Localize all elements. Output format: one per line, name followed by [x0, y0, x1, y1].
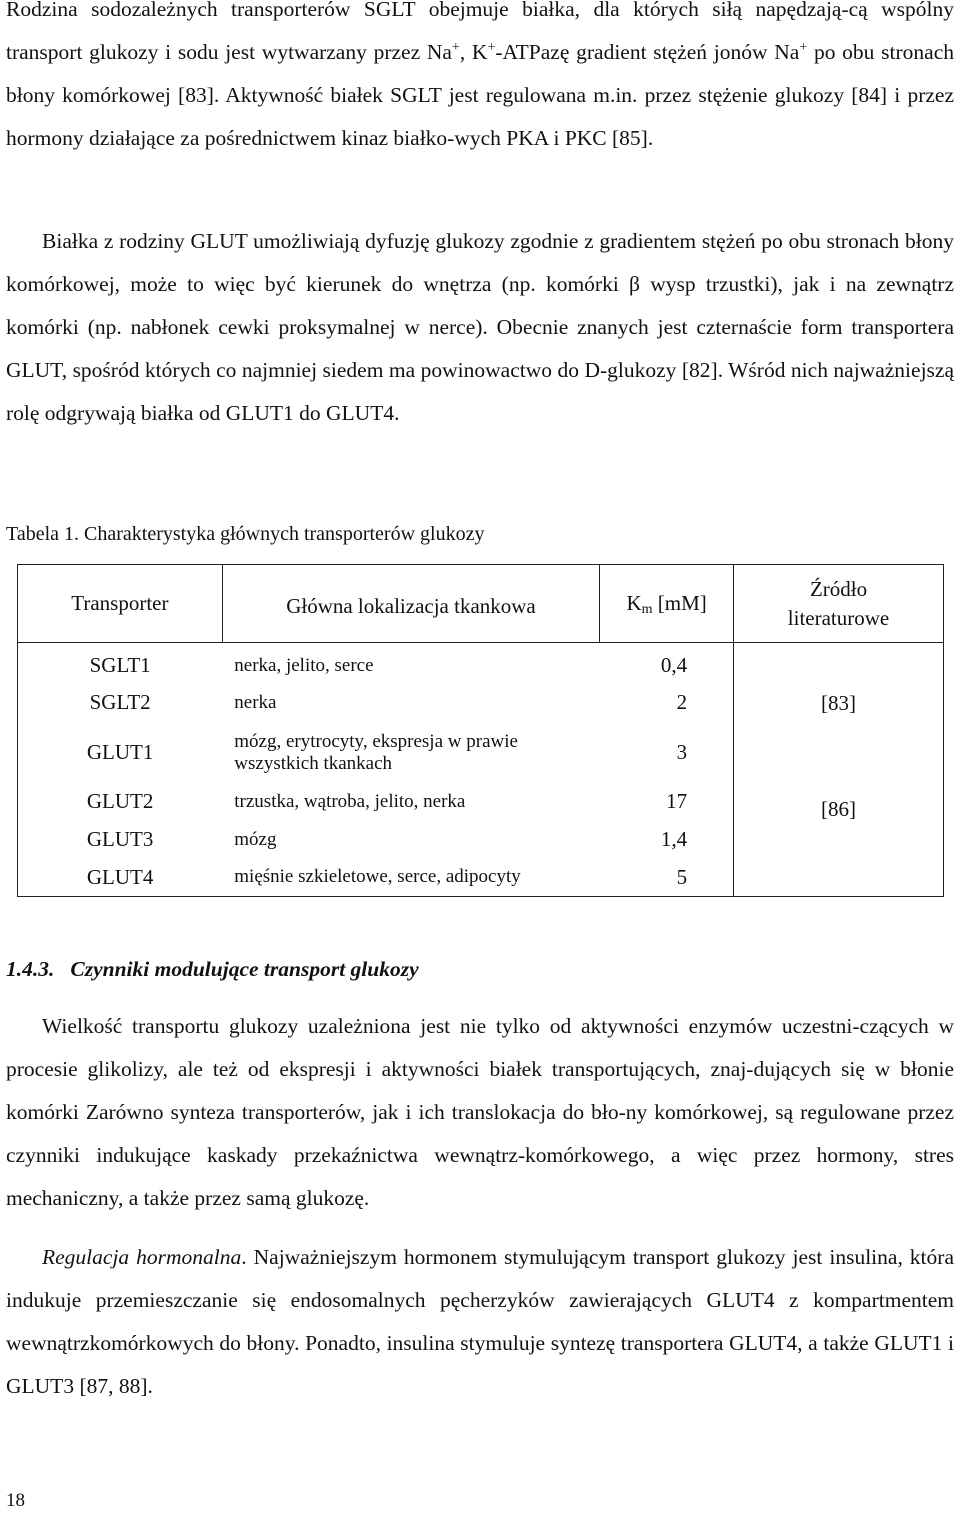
header-km [600, 565, 734, 643]
transporter-name: GLUT4 [18, 859, 223, 897]
paragraph-sglt-text-b: , K [459, 40, 488, 64]
paragraph-transport-size: Wielkość transportu glukozy uzależniona jest nie tylko od aktywności enzymów uczestni-czących w procesie glikolizy, ale też od ekspresji i aktywności białek transportujących, znaj-dujących się w błonie komórki Zarówno synteza transporterów, jak i ich translokacja do bło-ny komórkowej, są regulowane przez czynniki indukujące kaskady przekaźnictwa wewnątrz-komórkowego, a więc przez hormony, stres mechaniczny, a także przez samą glukozę. [6, 1014, 954, 1210]
header-source: Źródło literaturowe [734, 565, 944, 643]
km-value: 5 [600, 859, 734, 897]
transporter-name: GLUT3 [18, 821, 223, 859]
header-km-unit: [mM] [652, 591, 707, 615]
table-row [18, 643, 944, 683]
section-title: Czynniki modulujące transport glukozy [70, 957, 419, 981]
paragraph-glut: Białka z rodziny GLUT umożliwiają dyfuzję glukozy zgodnie z gradientem stężeń po obu stronach błony komórkowej, może to więc być kierunek do wnętrza (np. komórki β wysp trzustki), jak i na zewnątrz komórki (np. nabłonek cewki proksymalnej w nerce). Obecnie znanych jest czternaście form transportera GLUT, spośród których co najmniej siedem ma powinowactwo do D-glukozy [82]. Wśród nich najważniejszą rolę odgrywają białka od GLUT1 do GLUT4. [6, 229, 954, 425]
page-number: 18 [6, 1490, 25, 1511]
km-value: 1,4 [600, 821, 734, 859]
section-number: 1.4.3. [6, 957, 55, 981]
paragraph-sglt-text-d: po obu stronach błony komórkowej [83]. Aktywność białek SGLT jest regulowana m.in. przez stężenie glukozy [84] i przez hormony działające za pośrednictwem kinaz białko-wych PKA i PKC [85]. [6, 40, 954, 150]
table-caption: Tabela 1. Charakterystyka głównych transporterów glukozy [6, 523, 485, 545]
transporter-name: SGLT2 [18, 683, 223, 723]
paragraph-hormonal-text: . Najważniejszym hormonem stymulującym transport glukozy jest insulina, która indukuje przemieszczanie się endosomalnych pęcherzyków zawierających GLUT4 z kompartmentem wewnątrzkomórkowych do błony. Ponadto, insulina stymuluje syntezę transportera GLUT4, a także GLUT1 i GLUT3 [87, 88]. [6, 1245, 954, 1398]
header-km-sub: m [641, 602, 653, 617]
header-transporter: Transporter [18, 565, 223, 643]
header-km-main: K [626, 591, 642, 615]
paragraph-hormonal-regulation [6, 1236, 954, 1408]
transporter-name: GLUT1 [18, 723, 223, 783]
transporter-name: GLUT2 [18, 783, 223, 821]
table-row [18, 783, 944, 821]
tissue-location: mózg [234, 828, 277, 850]
paragraph-sglt [6, 0, 954, 160]
tissue-location: mięśnie szkieletowe, serce, adipocyty [222, 859, 599, 897]
superscript-plus: + [799, 40, 808, 55]
tissue-location: nerka, jelito, serce [222, 643, 599, 683]
tissue-location: trzustka, wątroba, jelito, nerka [234, 790, 466, 812]
source-ref: [86] [734, 783, 944, 897]
section-heading [6, 957, 419, 982]
km-value: 0,4 [600, 643, 734, 683]
superscript-plus: + [487, 40, 496, 55]
source-ref: [83] [734, 643, 944, 783]
paragraph-sglt-text-a: Rodzina sodozależnych transporterów SGLT obejmuje białka, dla których siłą napędzają-cą wspólny transport glukozy i sodu jest wytwarzany przez Na [6, 0, 954, 64]
tissue-location: nerka [234, 691, 277, 713]
tissue-location: mózg, erytrocyty, ekspresja w prawie wszystkich tkankach [234, 730, 518, 774]
km-value: 17 [600, 783, 734, 821]
header-location: Główna lokalizacja tkankowa [222, 565, 599, 643]
subheading-hormonal-regulation: Regulacja hormonalna [42, 1245, 242, 1269]
km-value: 2 [600, 683, 734, 723]
transporter-table [17, 564, 944, 897]
transporter-name: SGLT1 [18, 643, 223, 683]
paragraph-sglt-text-c: -ATPazę gradient stężeń jonów Na [495, 40, 800, 64]
km-value: 3 [600, 723, 734, 783]
superscript-plus: + [451, 40, 460, 55]
table-header-row [18, 565, 944, 643]
